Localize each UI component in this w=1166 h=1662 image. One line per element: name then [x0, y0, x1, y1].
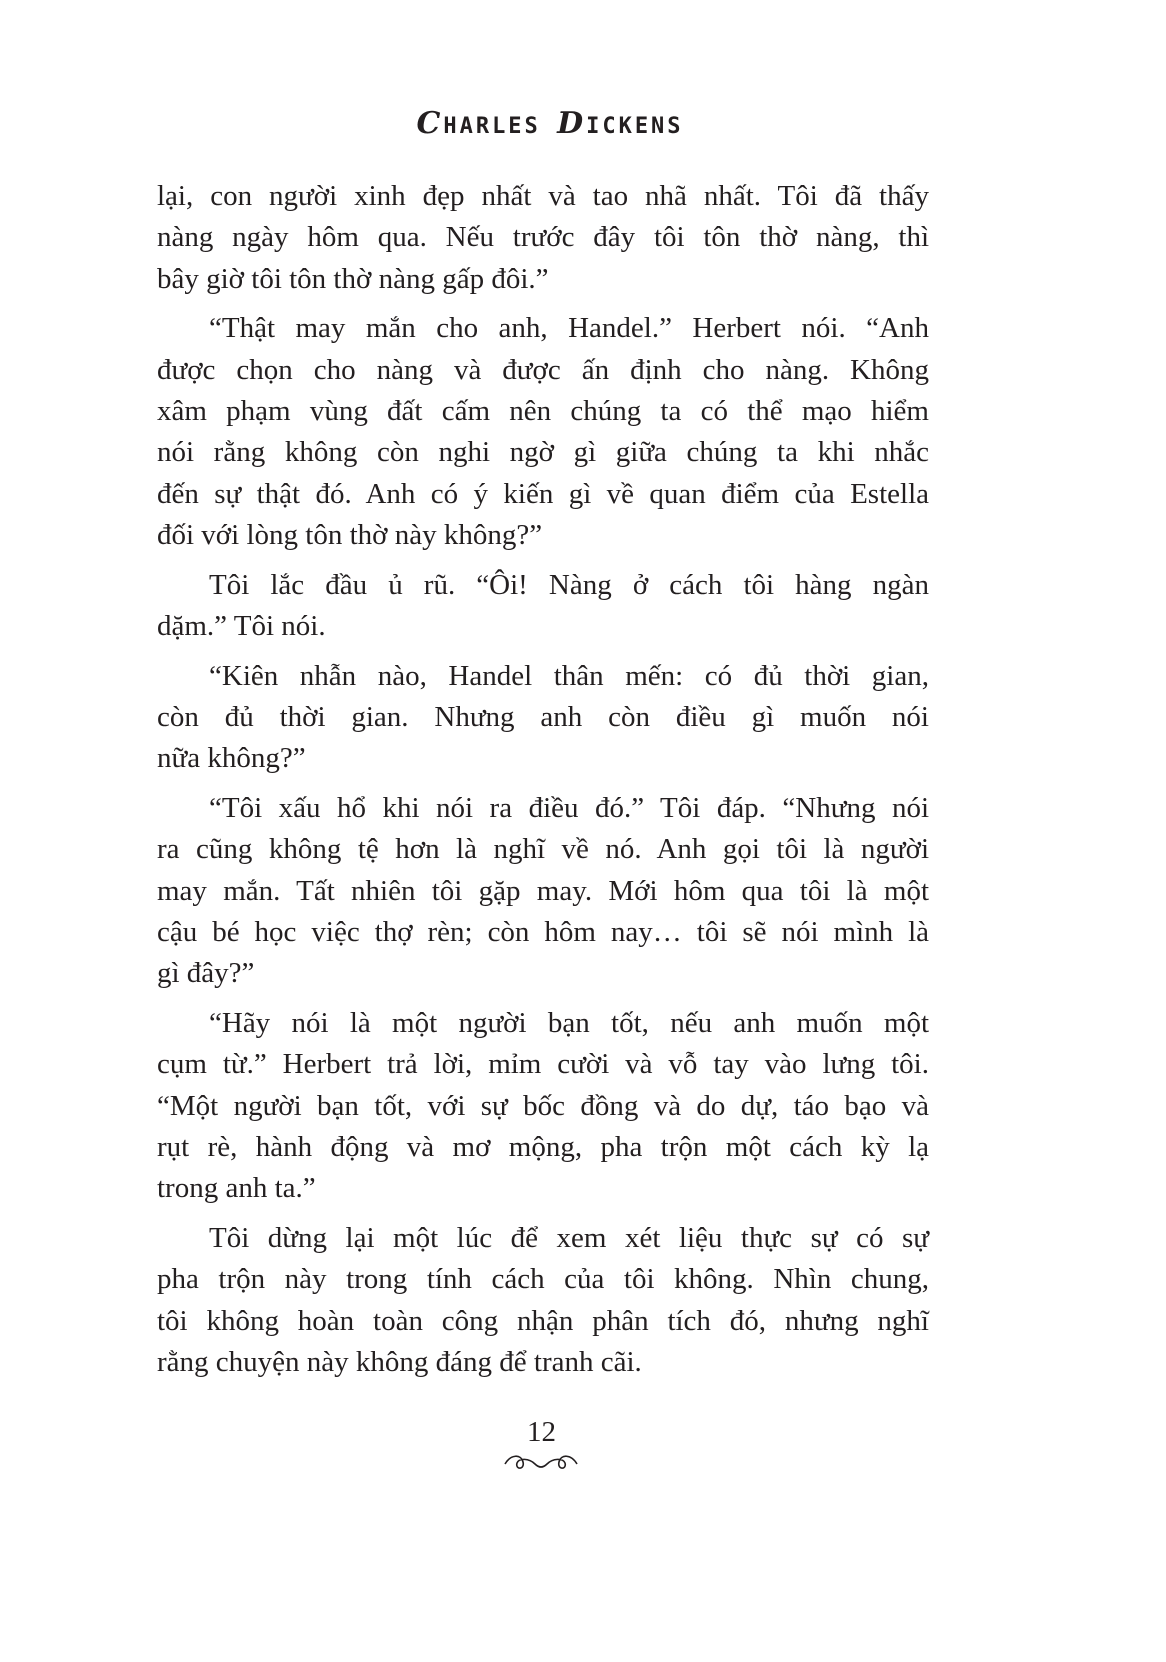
- text-line: “Thật may mắn cho anh, Handel.” Herbert nói. “Anh: [209, 312, 929, 345]
- text-line: “Kiên nhẫn nào, Handel thân mến: có đủ thời gian,: [209, 659, 929, 692]
- text-line: đối với lòng tôn thờ này không?”: [157, 518, 543, 551]
- text-line: rằng chuyện này không đáng để tranh cãi.: [157, 1346, 642, 1379]
- text-line: tôi không hoàn toàn công nhận phân tích đó, nhưng nghĩ: [157, 1304, 929, 1337]
- text-line: lại, con người xinh đẹp nhất và tao nhã nhất. Tôi đã thấy: [157, 180, 929, 212]
- text-line: Tôi dừng lại một lúc để xem xét liệu thực sự có sự: [209, 1222, 929, 1255]
- header-text: HARLES: [443, 114, 541, 139]
- text-line: Tôi lắc đầu ủ rũ. “Ôi! Nàng ở cách tôi hàng ngàn: [209, 568, 929, 601]
- text-line: ra cũng không tệ hơn là nghĩ về nó. Anh gọi tôi là người: [157, 833, 929, 866]
- running-header: [0, 106, 1100, 141]
- text-line: “Tôi xấu hổ khi nói ra điều đó.” Tôi đáp. “Nhưng nói: [209, 792, 929, 825]
- page-body: [157, 176, 929, 1392]
- paragraph: [157, 656, 929, 780]
- text-line: trong anh ta.”: [157, 1172, 316, 1205]
- text-line: được chọn cho nàng và được ấn định cho nàng. Không: [157, 353, 929, 386]
- text-line: pha trộn này trong tính cách của tôi không. Nhìn chung,: [157, 1263, 929, 1296]
- text-line: xâm phạm vùng đất cấm nên chúng ta có thể mạo hiểm: [157, 394, 929, 427]
- flourish-ornament-icon: [501, 1452, 581, 1474]
- text-line: đến sự thật đó. Anh có ý kiến gì về quan điểm của Estella: [157, 477, 929, 510]
- paragraph: [157, 1218, 929, 1383]
- paragraph: [157, 565, 929, 648]
- text-line: dặm.” Tôi nói.: [157, 609, 326, 642]
- paragraph: [157, 176, 929, 300]
- header-text: ICKENS: [586, 114, 684, 139]
- text-line: “Hãy nói là một người bạn tốt, nếu anh muốn một: [209, 1007, 929, 1040]
- text-line: còn đủ thời gian. Nhưng anh còn điều gì muốn nói: [157, 701, 929, 734]
- text-line: nói rằng không còn nghi ngờ gì giữa chúng ta khi nhắc: [157, 436, 929, 469]
- text-line: may mắn. Tất nhiên tôi gặp may. Mới hôm qua tôi là một: [157, 874, 929, 907]
- text-line: nữa không?”: [157, 742, 306, 775]
- paragraph: [157, 308, 929, 556]
- text-line: “Một người bạn tốt, với sự bốc đồng và do dự, táo bạo và: [157, 1089, 929, 1122]
- paragraph: [157, 1003, 929, 1209]
- header-initial: D: [557, 106, 587, 141]
- page-number: 12: [527, 1416, 556, 1448]
- text-line: bây giờ tôi tôn thờ nàng gấp đôi.”: [157, 262, 549, 295]
- text-line: gì đây?”: [157, 957, 255, 990]
- text-line: cậu bé học việc thợ rèn; còn hôm nay… tôi sẽ nói mình là: [157, 916, 929, 949]
- paragraph: [157, 788, 929, 994]
- text-line: nàng ngày hôm qua. Nếu trước đây tôi tôn thờ nàng, thì: [157, 221, 929, 254]
- header-initial: C: [416, 106, 444, 141]
- text-line: cụm từ.” Herbert trả lời, mỉm cười và vỗ tay vào lưng tôi.: [157, 1048, 929, 1081]
- text-line: rụt rè, hành động và mơ mộng, pha trộn một cách kỳ lạ: [157, 1131, 929, 1164]
